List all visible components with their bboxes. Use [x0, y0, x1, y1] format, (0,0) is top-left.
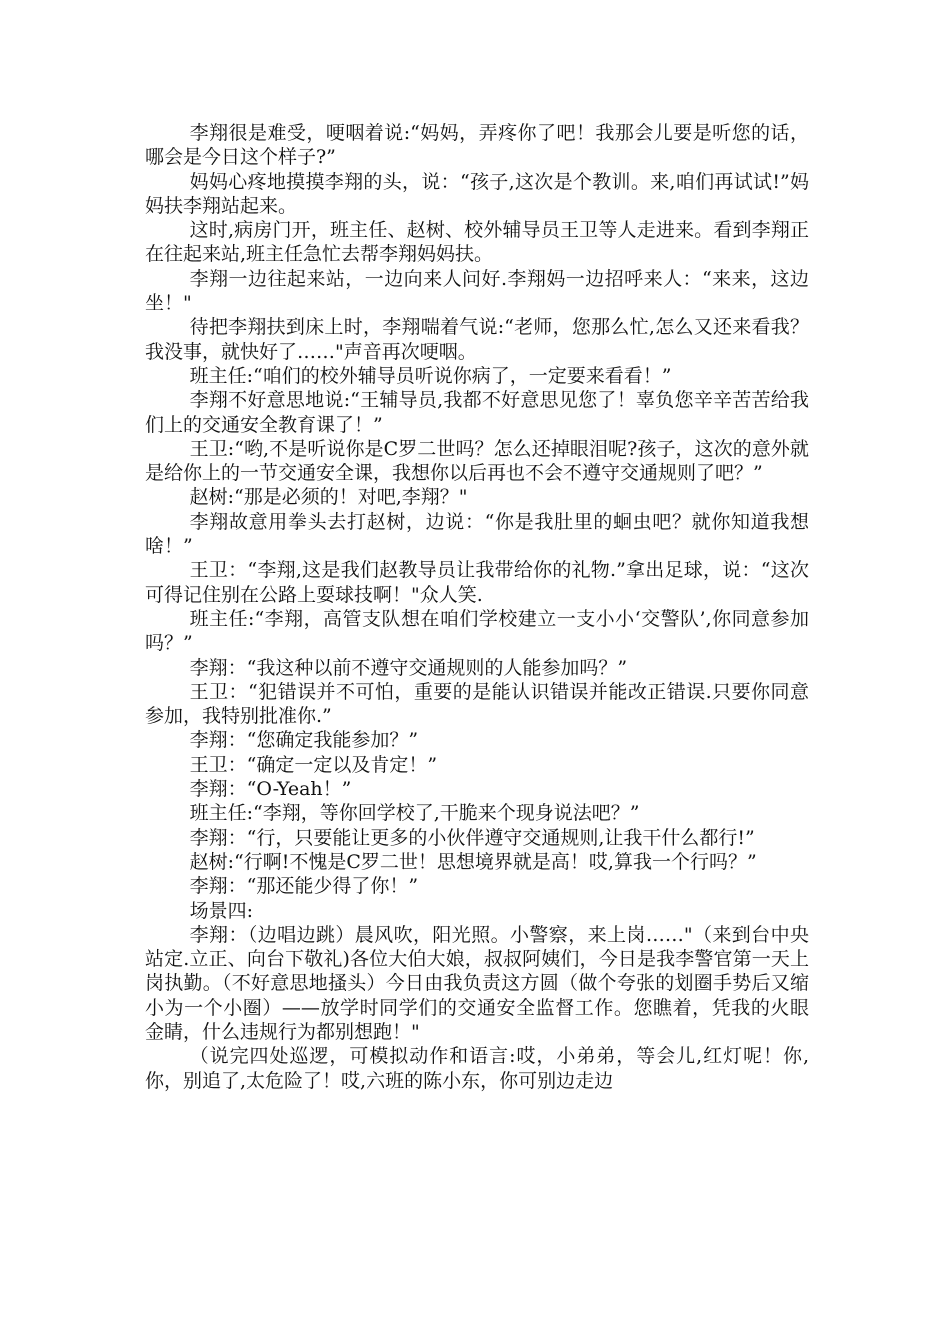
- paragraph: 李翔很是难受，哽咽着说:“妈妈，弄疼你了吧！我那会儿要是听您的话，哪会是今日这个样子?”: [145, 122, 809, 169]
- paragraph: 这时,病房门开，班主任、赵树、校外辅导员王卫等人走进来。看到李翔正在往起来站,班主任急忙去帮李翔妈妈扶。: [145, 219, 809, 266]
- paragraph: 班主任:“李翔，等你回学校了,干脆来个现身说法吧？”: [189, 802, 640, 825]
- paragraph: 李翔不好意思地说:“王辅导员,我都不好意思见您了！辜负您辛辛苦苦给我们上的交通安全教育课了！”: [145, 389, 809, 436]
- paragraph: 李翔：“那还能少得了你！”: [189, 875, 419, 898]
- paragraph: 王卫：“犯错误并不可怕，重要的是能认识错误并能改正错误.只要你同意参加，我特别批准你.”: [145, 680, 809, 728]
- paragraph: 妈妈心疼地摸摸李翔的头，说：“孩子,这次是个教训。来,咱们再试试!”妈妈扶李翔站起来。: [145, 170, 809, 217]
- paragraph: 班主任:“李翔，高管支队想在咱们学校建立一支小小‘交警队’,你同意参加吗？”: [145, 607, 809, 655]
- paragraph: 班主任:“咱们的校外辅导员听说你病了，一定要来看看！”: [189, 364, 672, 387]
- paragraph: 王卫：“李翔,这是我们赵教导员让我带给你的礼物.”拿出足球，说：“这次可得记住别在公路上耍球技啊！"众人笑.: [145, 559, 809, 606]
- paragraph: 李翔一边往起来站，一边向来人问好.李翔妈一边招呼来人：“来来，这边坐！": [145, 267, 809, 315]
- paragraph: 赵树:“行啊!不愧是C罗二世！思想境界就是高！哎,算我一个行吗？”: [189, 850, 757, 873]
- paragraph: 王卫:“哟,不是听说你是C罗二世吗？怎么还掉眼泪呢?孩子，这次的意外就是给你上的一节交通安全课，我想你以后再也不会不遵守交通规则了吧？”: [145, 437, 809, 485]
- paragraph: 李翔：“行，只要能让更多的小伙伴遵守交通规则,让我干什么都行!”: [189, 826, 755, 849]
- paragraph: 待把李翔扶到床上时，李翔喘着气说:“老师，您那么忙,怎么又还来看我？我没事，就快好了……"声音再次哽咽。: [145, 316, 809, 363]
- scene-heading: 场景四:: [189, 899, 254, 922]
- document-body: [145, 121, 809, 1093]
- paragraph: 李翔：（边唱边跳）晨风吹，阳光照。小警察，来上岗……"（来到台中央站定.立正、向台下敬礼)各位大伯大娘，叔叔阿姨们，今日是我李警官第一天上岗执勤。（不好意思地搔头）今日由我负责这方圆（做个夸张的划圈手势后又缩小为一个小圈）——放学时同学们的交通安全监督工作。您瞧着，凭我的火眼金睛，什么违规行为都别想跑！": [145, 923, 809, 1043]
- paragraph: 赵树:“那是必须的！对吧,李翔？": [189, 486, 468, 509]
- paragraph: （说完四处巡逻，可模拟动作和语言:哎，小弟弟，等会儿,红灯呢！你,你，别追了,太危险了！哎,六班的陈小东，你可别边走边: [145, 1045, 809, 1092]
- paragraph: 王卫：“确定一定以及肯定！”: [189, 753, 438, 776]
- paragraph: 李翔：“我这种以前不遵守交通规则的人能参加吗？”: [189, 656, 628, 679]
- paragraph: 李翔故意用拳头去打赵树，边说：“你是我肚里的蛔虫吧？就你知道我想啥！”: [145, 510, 809, 558]
- paragraph: 李翔：“O-Yeah！”: [189, 778, 352, 801]
- paragraph: 李翔：“您确定我能参加？”: [189, 729, 419, 752]
